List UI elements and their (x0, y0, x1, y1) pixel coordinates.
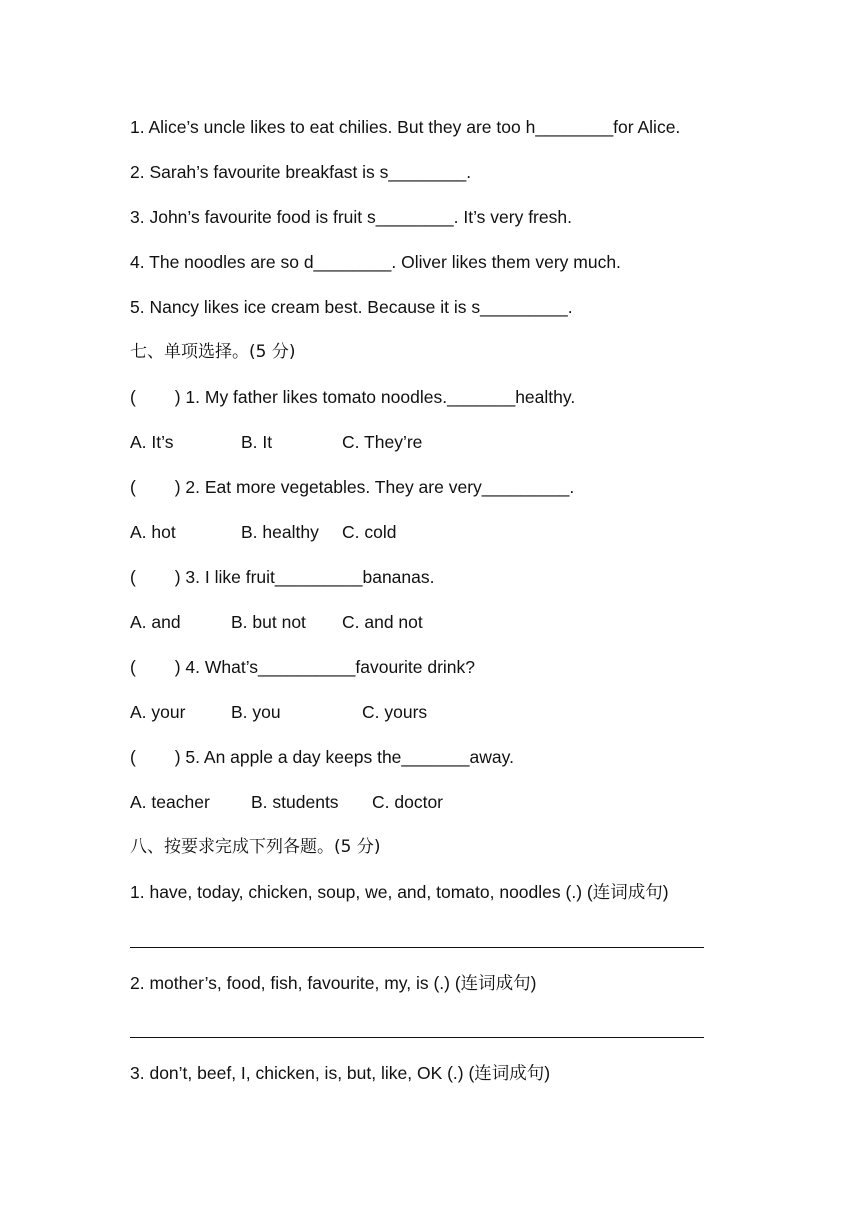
choice-4-option-b: B. you (231, 702, 281, 722)
choice-5-option-b: B. students (251, 792, 339, 812)
choice-4-option-a: A. your (130, 702, 186, 722)
choice-question-1: ( ) 1. My father likes tomato noodles._______healthy. (130, 387, 576, 407)
choice-question-3: ( ) 3. I like fruit_________bananas. (130, 567, 435, 587)
section-7-heading: 七、单项选择。(5 分) (130, 342, 296, 362)
choice-3-option-a: A. and (130, 612, 181, 632)
choice-2-option-c: C. cold (342, 522, 397, 542)
fill-in-item-3: 3. John’s favourite food is fruit s________. It’s very fresh. (130, 207, 572, 227)
choice-2-option-a: A. hot (130, 522, 176, 542)
choice-question-4: ( ) 4. What’s__________favourite drink? (130, 657, 476, 677)
choice-3-option-b: B. but not (231, 612, 306, 632)
sentence-task-2: 2. mother’s, food, fish, favourite, my, is (.) (连词成句) (130, 973, 537, 993)
sentence-task-3: 3. don’t, beef, I, chicken, is, but, like, OK (.) (连词成句) (130, 1063, 551, 1083)
section-8-heading: 八、按要求完成下列各题。(5 分) (130, 837, 381, 857)
answer-line-2 (130, 1037, 704, 1038)
fill-in-item-1: 1. Alice’s uncle likes to eat chilies. But they are too h________for Alice. (130, 117, 681, 137)
choice-4-option-c: C. yours (362, 702, 428, 722)
choice-1-option-a: A. It’s (130, 432, 174, 452)
choice-5-option-a: A. teacher (130, 792, 210, 812)
choice-1-option-c: C. They’re (342, 432, 423, 452)
fill-in-item-4: 4. The noodles are so d________. Oliver likes them very much. (130, 252, 621, 272)
fill-in-item-2: 2. Sarah’s favourite breakfast is s________. (130, 162, 472, 182)
choice-question-5: ( ) 5. An apple a day keeps the_______away. (130, 747, 514, 767)
choice-1-option-b: B. It (241, 432, 273, 452)
sentence-task-1: 1. have, today, chicken, soup, we, and, tomato, noodles (.) (连词成句) (130, 882, 669, 902)
choice-5-option-c: C. doctor (372, 792, 443, 812)
choice-3-option-c: C. and not (342, 612, 423, 632)
answer-line-1 (130, 947, 704, 948)
choice-2-option-b: B. healthy (241, 522, 319, 542)
fill-in-item-5: 5. Nancy likes ice cream best. Because it is s_________. (130, 297, 573, 317)
choice-question-2: ( ) 2. Eat more vegetables. They are very_________. (130, 477, 575, 497)
